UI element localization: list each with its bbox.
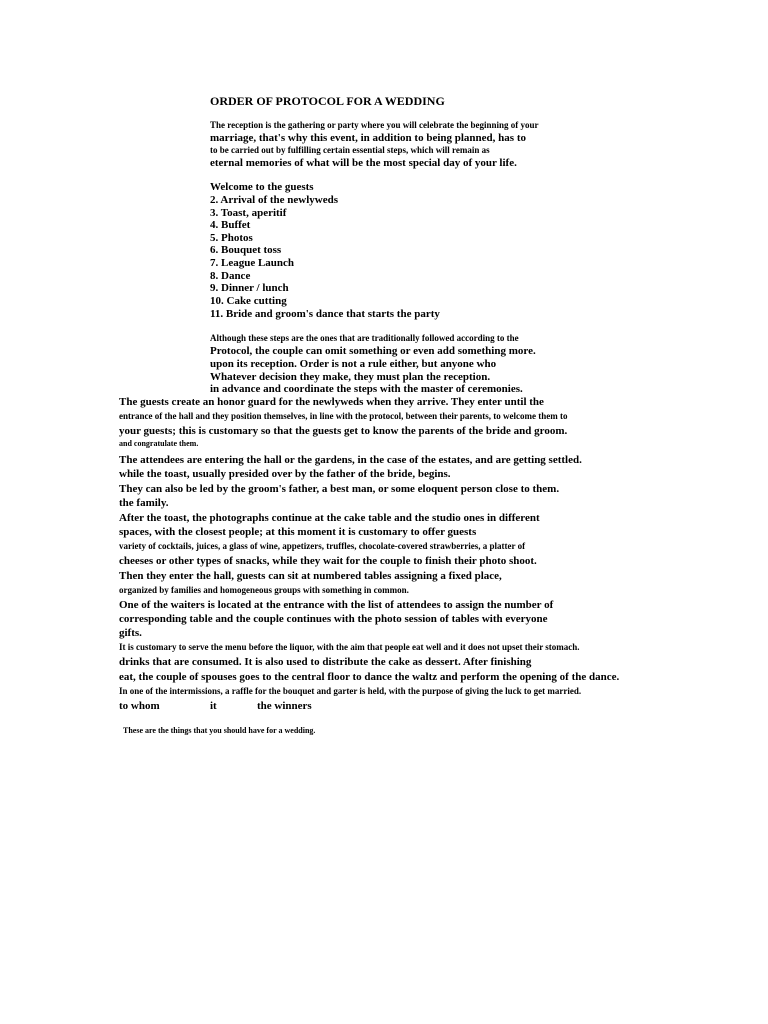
step-item: 5. Photos xyxy=(210,232,253,244)
body-line: After the toast, the photographs continue at the cake table and the studio ones in different xyxy=(119,512,540,524)
note-line: upon its reception. Order is not a rule either, but anyone who xyxy=(210,358,497,370)
intro-line: The reception is the gathering or party where you will celebrate the beginning of your xyxy=(210,120,539,130)
body-line: the family. xyxy=(119,497,169,509)
intro-line: to be carried out by fulfilling certain essential steps, which will remain as xyxy=(210,145,490,155)
body-line: while the toast, usually presided over by the father of the bride, begins. xyxy=(119,468,451,480)
body-line: entrance of the hall and they position themselves, in line with the protocol, between their parents, to welcome them to xyxy=(119,411,568,421)
body-line: and congratulate them. xyxy=(119,439,199,448)
step-item: 6. Bouquet toss xyxy=(210,244,282,256)
document-title: ORDER OF PROTOCOL FOR A WEDDING xyxy=(210,94,445,108)
intro-line: marriage, that's why this event, in addition to being planned, has to xyxy=(210,132,526,144)
note-line: Protocol, the couple can omit something or even add something more. xyxy=(210,345,536,357)
body-line: It is customary to serve the menu before the liquor, with the aim that people eat well and it does not upset their stomach. xyxy=(119,642,580,652)
body-line: gifts. xyxy=(119,627,142,639)
step-item: 11. Bride and groom's dance that starts the party xyxy=(210,308,440,320)
body-line: variety of cocktails, juices, a glass of wine, appetizers, truffles, chocolate-covered strawberries, a platter of xyxy=(119,541,526,551)
body-line: organized by families and homogeneous groups with something in common. xyxy=(119,585,409,595)
intro-line: eternal memories of what will be the most special day of your life. xyxy=(210,157,517,169)
body-line: One of the waiters is located at the entrance with the list of attendees to assign the number of xyxy=(119,599,554,611)
body-line: The attendees are entering the hall or the gardens, in the case of the estates, and are getting settled. xyxy=(119,454,582,466)
body-line: Then they enter the hall, guests can sit at numbered tables assigning a fixed place, xyxy=(119,570,502,582)
footer-text: These are the things that you should have for a wedding. xyxy=(123,726,316,735)
body-line: cheeses or other types of snacks, while they wait for the couple to finish their photo shoot. xyxy=(119,555,537,567)
body-line: drinks that are consumed. It is also used to distribute the cake as dessert. After finishing xyxy=(119,656,532,668)
body-line: The guests create an honor guard for the newlyweds when they arrive. They enter until the xyxy=(119,396,544,408)
step-item: 8. Dance xyxy=(210,270,251,282)
fragment-text: the winners xyxy=(257,700,312,712)
step-item: 10. Cake cutting xyxy=(210,295,287,307)
body-line: corresponding table and the couple continues with the photo session of tables with everyone xyxy=(119,613,548,625)
body-line: your guests; this is customary so that the guests get to know the parents of the bride and groom. xyxy=(119,425,568,437)
step-item: 9. Dinner / lunch xyxy=(210,282,289,294)
note-line: in advance and coordinate the steps with the master of ceremonies. xyxy=(210,383,523,395)
step-item: 4. Buffet xyxy=(210,219,251,231)
body-line: spaces, with the closest people; at this moment it is customary to offer guests xyxy=(119,526,477,538)
fragment-text: it xyxy=(210,700,217,712)
step-item: 7. League Launch xyxy=(210,257,295,269)
body-line: In one of the intermissions, a raffle for the bouquet and garter is held, with the purpose of giving the luck to get married. xyxy=(119,686,582,696)
note-line: Whatever decision they make, they must plan the reception. xyxy=(210,371,491,383)
body-line: eat, the couple of spouses goes to the central floor to dance the waltz and perform the opening of the dance. xyxy=(119,671,620,683)
step-item: Welcome to the guests xyxy=(210,181,314,193)
body-line: They can also be led by the groom's father, a best man, or some eloquent person close to them. xyxy=(119,483,560,495)
step-item: 2. Arrival of the newlyweds xyxy=(210,194,339,206)
step-item: 3. Toast, aperitif xyxy=(210,207,287,219)
fragment-text: to whom xyxy=(119,700,160,712)
note-line: Although these steps are the ones that are traditionally followed according to the xyxy=(210,333,519,343)
